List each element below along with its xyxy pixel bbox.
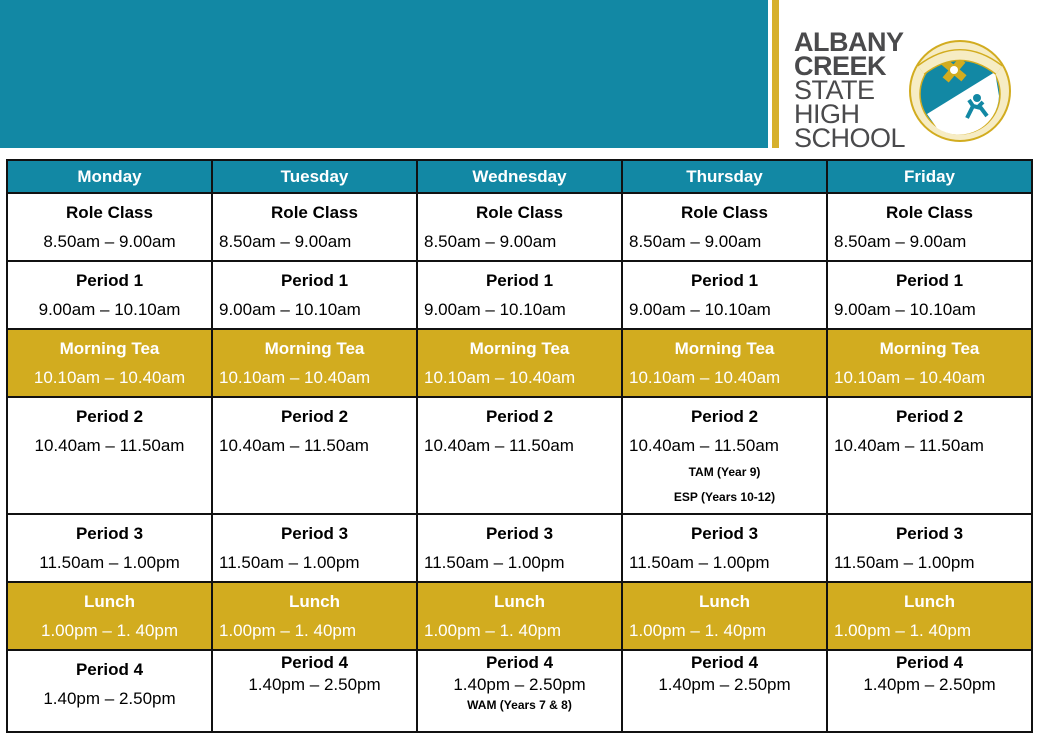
logo-line: CREEK [794,51,887,81]
school-crest-icon [907,36,1013,142]
timetable-cell [417,650,622,732]
session-title: Period 1 [75,271,144,290]
logo-line: SCHOOL [794,123,906,153]
timetable-cell [212,514,417,582]
session-title: Lunch [289,592,340,611]
logo-line: HIGH [794,99,860,129]
logo-line: STATE [794,75,875,105]
session-time: 9.00am – 10.10am [424,300,566,319]
day-header-friday: Friday [827,160,1032,193]
session-time: 1.00pm – 1. 40pm [834,621,972,640]
timetable-cell [417,514,622,582]
session-time: 8.50am – 9.00am [629,232,762,251]
session-time: 1.00pm – 1. 40pm [40,621,179,640]
school-name-logo [794,27,906,153]
session-time: 8.50am – 9.00am [424,232,557,251]
school-timetable [6,159,1033,733]
session-title: Morning Tea [879,339,980,358]
timetable-cell [7,193,212,261]
day-header-tuesday: Tuesday [212,160,417,193]
timetable-cell [827,261,1032,329]
session-title: Period 1 [280,271,349,290]
session-title: Period 1 [485,271,554,290]
session-title: Period 3 [75,524,144,543]
timetable-cell [7,514,212,582]
timetable-cell [827,193,1032,261]
session-time: 11.50am – 1.00pm [834,553,975,572]
period-row [7,193,1032,261]
timetable-cell [622,397,827,514]
period-row [7,261,1032,329]
session-time: 10.10am – 10.40am [219,368,371,387]
session-title: Period 2 [690,407,759,426]
session-time: 9.00am – 10.10am [629,300,771,319]
session-time: 8.50am – 9.00am [834,232,967,251]
logo-line: ALBANY [794,27,904,57]
session-time: 10.40am – 11.50am [34,436,185,455]
period-row [7,650,1032,732]
header-banner [0,0,768,148]
period-row [7,397,1032,514]
period-row [7,514,1032,582]
session-title: Period 2 [75,407,144,426]
session-title: Role Class [681,203,768,222]
timetable-cell [212,397,417,514]
timetable-cell [827,329,1032,397]
timetable-cell [417,397,622,514]
session-title: Period 4 [75,660,144,679]
session-title: Role Class [271,203,358,222]
timetable-cell [622,193,827,261]
day-header-monday: Monday [7,160,212,193]
session-time: 11.50am – 1.00pm [629,553,770,572]
session-title: Lunch [904,592,955,611]
day-header-thursday: Thursday [622,160,827,193]
day-header-row [7,160,1032,193]
timetable-cell [417,582,622,650]
session-title: Morning Tea [59,339,160,358]
session-time: 1.00pm – 1. 40pm [629,621,767,640]
session-title: Lunch [494,592,545,611]
timetable-cell [622,261,827,329]
session-time: 1.40pm – 2.50pm [453,675,586,694]
session-title: Period 4 [485,653,554,672]
session-title: Lunch [84,592,135,611]
session-time: 10.10am – 10.40am [834,368,986,387]
session-title: Period 2 [485,407,554,426]
session-time: 1.40pm – 2.50pm [658,675,791,694]
timetable-cell [417,193,622,261]
session-title: Period 4 [690,653,759,672]
timetable-cell [827,650,1032,732]
session-title: Role Class [476,203,563,222]
session-title: Period 3 [280,524,349,543]
session-title: Morning Tea [674,339,775,358]
session-time: 8.50am – 9.00am [43,232,176,251]
session-time: 9.00am – 10.10am [38,300,181,319]
session-time: 9.00am – 10.10am [219,300,361,319]
timetable-cell [622,514,827,582]
session-time: 1.00pm – 1. 40pm [424,621,562,640]
timetable-cell [622,582,827,650]
timetable-cell [212,261,417,329]
session-time: 10.10am – 10.40am [33,368,186,387]
timetable-cell [212,193,417,261]
session-title: Period 2 [895,407,964,426]
header-divider [772,0,779,148]
timetable-cell [7,329,212,397]
break-row [7,582,1032,650]
timetable-cell [7,397,212,514]
timetable-cell [827,582,1032,650]
session-time: 10.40am – 11.50am [629,436,779,455]
timetable-cell [827,514,1032,582]
session-title: Role Class [886,203,973,222]
session-title: Period 1 [690,271,759,290]
session-title: Period 3 [895,524,964,543]
timetable-cell [7,650,212,732]
session-title: Period 2 [280,407,349,426]
session-title: Role Class [66,203,153,222]
session-time: 11.50am – 1.00pm [424,553,565,572]
timetable-cell [7,261,212,329]
session-title: Lunch [699,592,750,611]
session-note: TAM (Year 9) [688,465,761,479]
session-time: 1.00pm – 1. 40pm [219,621,357,640]
session-time: 10.40am – 11.50am [834,436,984,455]
session-time: 10.40am – 11.50am [424,436,574,455]
timetable-cell [417,329,622,397]
timetable-cell [212,582,417,650]
timetable-cell [212,329,417,397]
session-title: Period 4 [280,653,349,672]
timetable-cell [212,650,417,732]
session-time: 10.40am – 11.50am [219,436,369,455]
day-header-wednesday: Wednesday [417,160,622,193]
timetable-cell [622,329,827,397]
session-time: 10.10am – 10.40am [424,368,576,387]
timetable-cell [417,261,622,329]
timetable-cell [7,582,212,650]
session-time: 11.50am – 1.00pm [219,553,360,572]
session-title: Period 4 [895,653,964,672]
session-time: 8.50am – 9.00am [219,232,352,251]
session-time: 11.50am – 1.00pm [39,553,180,572]
session-time: 10.10am – 10.40am [629,368,781,387]
session-title: Morning Tea [469,339,570,358]
session-title: Period 3 [485,524,554,543]
session-note: ESP (Years 10-12) [673,490,776,504]
session-time: 1.40pm – 2.50pm [863,675,996,694]
session-note: WAM (Years 7 & 8) [467,698,572,712]
timetable-cell [827,397,1032,514]
session-time: 9.00am – 10.10am [834,300,976,319]
session-title: Morning Tea [264,339,365,358]
timetable-cell [622,650,827,732]
session-title: Period 3 [690,524,759,543]
session-time: 1.40pm – 2.50pm [43,689,176,708]
session-title: Period 1 [895,271,964,290]
break-row [7,329,1032,397]
session-time: 1.40pm – 2.50pm [248,675,381,694]
